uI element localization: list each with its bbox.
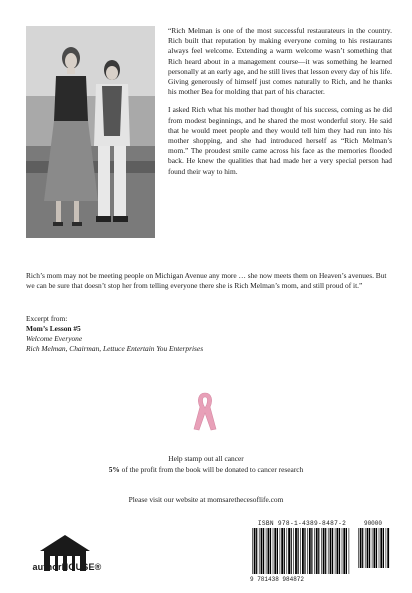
cancer-percent: 5% (108, 465, 120, 474)
barcode (250, 520, 390, 584)
cancer-line-2 (0, 465, 412, 475)
price-barcode-bars (356, 528, 390, 576)
photo-illustration (26, 26, 155, 238)
quote-paragraph-1: “Rich Melman is one of the most successful restaurateurs in the country. Rich built that reputation by making everyone coming to his restaurants always feel welcome. Extending a warm welcome wasn’t something that Rich heard about in a management course—it was something he learned personally at an early age, and he still lives that lesson every day of his life. Giving generously of himself just comes naturally to Rich, and he thanks his mother Bea for molding that part of his character. (168, 26, 392, 97)
cancer-line-2-text: of the profit from the book will be donated to cancer research (121, 465, 304, 474)
quote-paragraph-2: I asked Rich what his mother had thought of his success, coming as he did from modest beginnings, and he shared the most wonderful story. He said that he would meet people and they would tell him they had run into his mother shopping, and she had introduced herself as “Rich Melman’s mom.” The proudest smile came across his face as the memories flooded back. He knew the qualities that had made her a very special person had found their way to him. (168, 105, 392, 176)
excerpt-lesson: Mom’s Lesson #5 (26, 324, 81, 333)
publisher-name: authorHOUSE® (32, 562, 102, 572)
excerpt-subtitle: Welcome Everyone (26, 334, 83, 343)
authorhouse-logo-icon (34, 523, 96, 583)
isbn-text: ISBN 978-1-4389-8487-2 (257, 520, 347, 527)
excerpt-from: Excerpt from: (26, 314, 68, 323)
excerpt-attribution: Rich Melman, Chairman, Lettuce Entertain You Enterprises (26, 344, 204, 353)
website-line: Please visit our website at momsarethecesoflife.com (128, 495, 284, 504)
cancer-line-1: Help stamp out all cancer (168, 454, 244, 463)
barcode-number: 9 781438 984872 (250, 576, 305, 583)
barcode-bars (250, 528, 352, 576)
price-code: 90000 (363, 520, 382, 527)
testimonial-quote (168, 26, 392, 185)
excerpt-block (26, 314, 392, 354)
closing-paragraph: Rich’s mom may not be meeting people on Michigan Avenue any more … she now meets them on Heaven’s avenues. But we can be sure that doesn’t stop her from telling everyone there she is Rich Melman’s mom, and still proud of it.” (26, 271, 387, 291)
cover-photo (26, 26, 155, 238)
pink-ribbon-icon (190, 389, 220, 433)
